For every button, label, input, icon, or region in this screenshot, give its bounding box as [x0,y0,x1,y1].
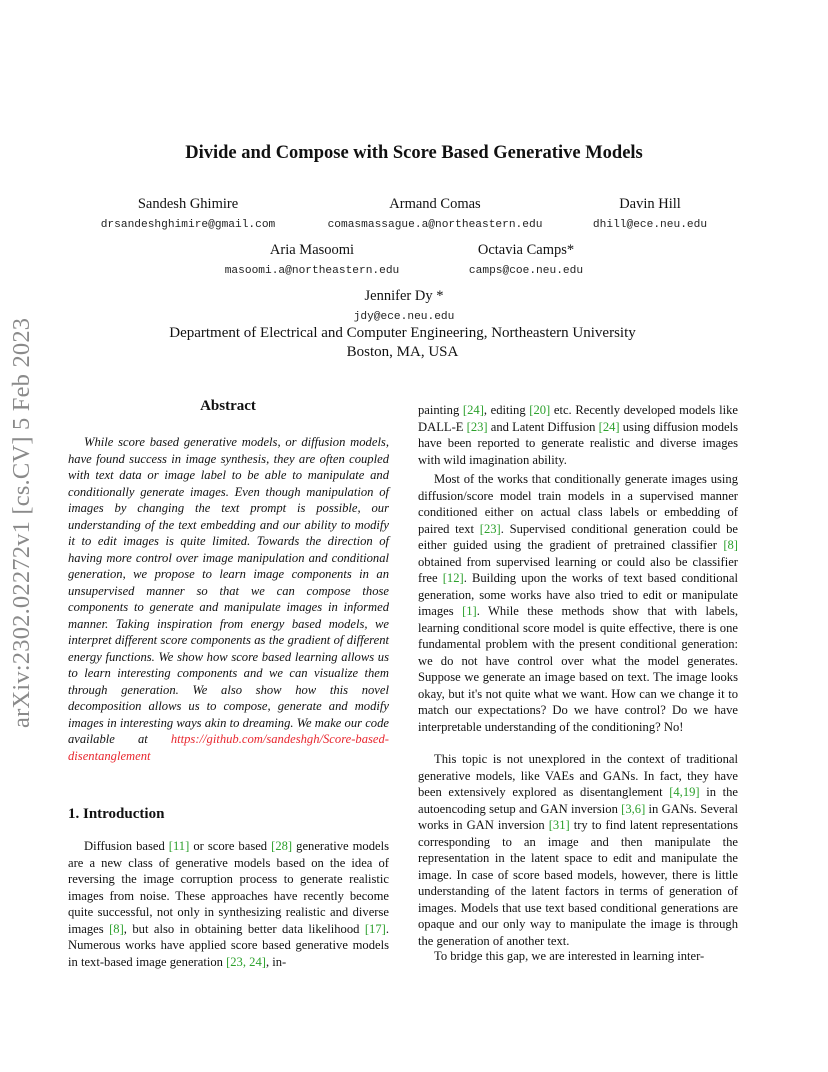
body-text: in GANs. Several works in GAN inversion [418,801,738,832]
body-text: in the autoencoding setup and GAN inversion [418,785,738,816]
author-name: Octavia Camps* [477,242,575,258]
author-block [308,196,562,231]
citation-link[interactable]: [24] [598,419,620,434]
author-name: Sandesh Ghimire [137,196,239,212]
citation-link[interactable]: [11] [168,839,190,853]
abstract-text [68,434,389,764]
citation-link[interactable]: [23] [466,419,488,434]
citation-link[interactable]: [28] [271,839,293,853]
author-block [78,196,298,231]
body-text: , but also in obtaining better data likelihood [123,921,365,936]
body-paragraph [418,402,738,468]
citation-link[interactable]: [3,6] [621,801,646,816]
arxiv-identifier: arXiv:2302.02272v1 [cs.CV] 5 Feb 2023 [8,317,35,728]
body-text: Most of the works that conditionally generate images using diffusion/score model train models in a supervised manner conditioned either on actual class labels or embedding of paired text [418,472,738,536]
author-block [200,242,424,277]
abstract-heading: Abstract [200,398,256,414]
author-name: Davin Hill [619,196,681,212]
body-text: using diffusion models have been reported to generate realistic and diverse images with wild imagination ability. [418,419,738,467]
citation-link[interactable]: [24] [462,403,484,417]
section-heading-introduction: 1. Introduction [68,806,165,822]
paper-title: Divide and Compose with Score Based Generative Models [185,143,643,163]
body-text: or score based [189,839,272,853]
body-text: etc. Recently developed models like DALL-E [418,403,738,434]
author-block [314,288,494,323]
body-text: try to find latent representations corresponding to an image and then manipulate the representation in the latent space to edit and manipulate the image. In case of score based models, however, there is little understanding of the latent factors in terms of generation of images. Models that use text based conditional generations are opaque and our only way to manipulate the image is through the generation of another text. [418,818,738,948]
citation-link[interactable]: [23, 24] [226,954,266,969]
body-text: To bridge this gap, we are interested in learning inter- [434,949,705,963]
body-text: . Building upon the works of text based conditional generation, some works have also tried to edit or manipulate images [418,571,738,618]
citation-link[interactable]: [20] [529,403,551,417]
author-name: Armand Comas [389,196,481,212]
affiliation-location: Boston, MA, USA [346,344,459,360]
body-text: Diffusion based [84,839,169,853]
author-email: drsandeshghimire@gmail.com [100,219,276,231]
affiliation [0,324,805,362]
author-email: dhill@ece.neu.edu [592,219,708,231]
body-text: generative models are a new class of generative models based on the idea of reversing the image corruption process to generate realistic images from noise. These approaches have recently become quite successful, not only in synthesizing realistic and diverse images [68,839,389,936]
citation-link[interactable]: [31] [548,818,570,832]
body-paragraph [418,948,738,965]
author-name: Aria Masoomi [269,242,355,258]
body-text: . While these methods show that with labels, learning conditional score model is quite effective, there is one fundamental problem with the present conditional generation: we do not have control over what the model generates. Suppose we generate an image based on text. The image looks okay, but it's not quite what we want. How can we change it to match our expectations? Do we have control? Do we have interpretable understanding of the conditioning? No! [418,604,739,734]
abstract-body: While score based generative models, or diffusion models, have found success in image synthesis, they are often coupled with text data or image label to be able to manipulate and conditionally generate images. Even though manipulation of images by changing the text prompt is possible, our understanding of the text embedding and our ability to modify it to edit images is quite limited. Towards the direction of having more control over image manipulation and conditional generation, we propose to learn image components in an unsupervised manner so that we can compose those components to generate and manipulate images in informed manner. Taking inspiration from energy based models, we interpret different score components as the gradient of different energy functions. We show how score based learning allows us to learn interesting components and we can visualize them through generation. We also show how this novel decomposition allows us to compose, generate and modify images in interesting ways akin to dreaming. We make our code available at [68,435,389,746]
body-text: . Supervised conditional generation could be either guided using the gradient of pretrained classifier [418,521,738,552]
body-paragraph [418,751,738,949]
intro-paragraph [68,838,389,970]
code-link[interactable]: https://github.com/sandeshgh/Score-based-disentanglement [68,732,389,763]
body-text: obtained from supervised learning or could also be classifier free [418,554,738,585]
body-text: and Latent Diffusion [487,419,599,434]
body-text: . Numerous works have applied score based generative models in text-based image generation [68,921,389,969]
citation-link[interactable]: [8] [723,538,738,552]
body-text: This topic is not unexplored in the context of traditional generative models, like VAEs and GANs. In fact, they have been extensively explored as disentanglement [418,752,738,799]
citation-link[interactable]: [12] [442,571,464,585]
author-name: Jennifer Dy * [364,288,444,304]
body-text: , editing [483,403,530,417]
citation-link[interactable]: [8] [109,921,124,936]
author-email: masoomi.a@northeastern.edu [224,265,400,277]
author-email: comasmassague.a@northeastern.edu [327,219,543,231]
author-block [446,242,606,277]
citation-link[interactable]: [17] [364,921,386,936]
author-block [570,196,730,231]
body-text: painting [418,403,463,417]
affiliation-line: Department of Electrical and Computer Engineering, Northeastern University [169,325,636,341]
citation-link[interactable]: [23] [479,521,501,536]
citation-link[interactable]: [1] [462,604,477,618]
citation-link[interactable]: [4,19] [669,785,700,799]
author-email: camps@coe.neu.edu [468,265,584,277]
body-paragraph [418,471,738,735]
body-text: , in- [265,954,287,969]
author-email: jdy@ece.neu.edu [353,311,455,323]
